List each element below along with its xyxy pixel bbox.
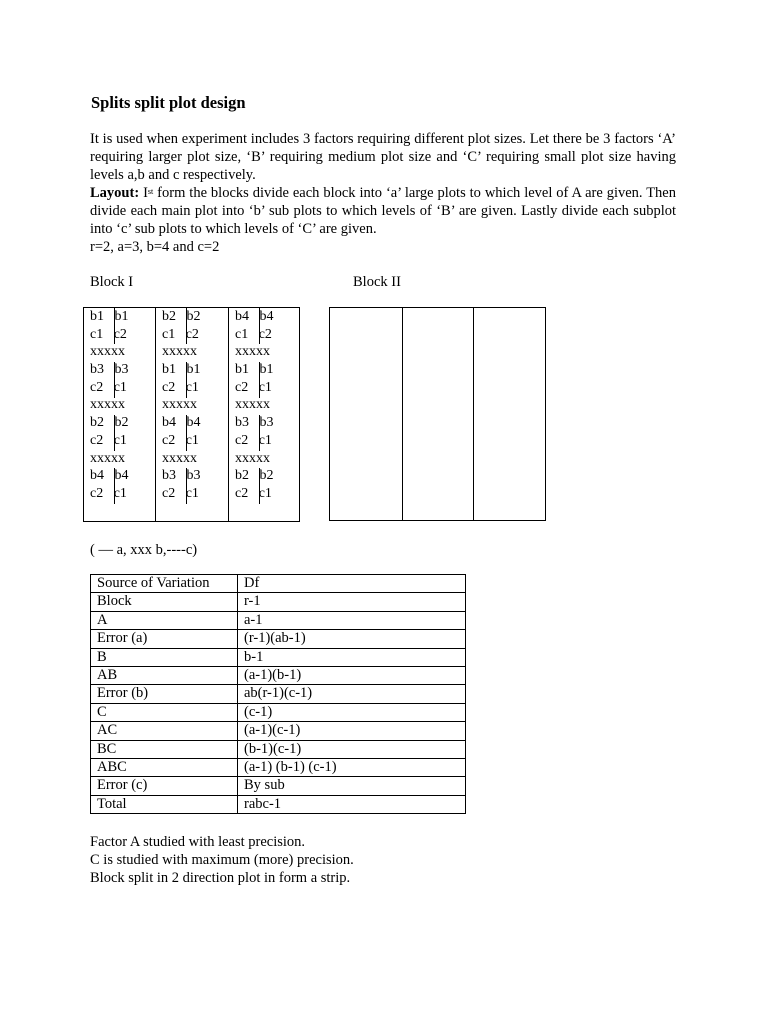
plot-cell: xxxxx: [90, 450, 125, 466]
plot-cell: xxxxx: [162, 450, 197, 466]
header-source: Source of Variation: [91, 575, 238, 593]
parameters-line: r=2, a=3, b=4 and c=2: [90, 239, 220, 255]
block1-main-plot-1: [84, 308, 156, 521]
sub-plot-divider: [259, 362, 260, 398]
df-cell: (c-1): [238, 703, 466, 721]
table-row: [91, 722, 466, 740]
plot-cell: b3 b3: [235, 415, 274, 431]
source-cell: Error (a): [91, 630, 238, 648]
block2-main-plot-3: [474, 308, 547, 520]
plot-cell: xxxxx: [162, 397, 197, 413]
source-cell: BC: [91, 740, 238, 758]
anova-table: [90, 574, 466, 814]
block2-grid: [329, 307, 546, 521]
sub-plot-divider: [259, 308, 260, 344]
df-cell: By sub: [238, 777, 466, 795]
plot-cell: b1 b1: [162, 362, 201, 378]
table-row: [91, 703, 466, 721]
source-cell: AC: [91, 722, 238, 740]
table-row: [91, 685, 466, 703]
sub-plot-divider: [186, 415, 187, 451]
layout-ordinal-sup: st: [147, 187, 154, 196]
page-title: Splits split plot design: [91, 93, 246, 112]
note-line: C is studied with maximum (more) precision.: [90, 852, 354, 868]
df-cell: (r-1)(ab-1): [238, 630, 466, 648]
source-cell: B: [91, 648, 238, 666]
source-cell: Error (c): [91, 777, 238, 795]
table-row: [91, 630, 466, 648]
plot-cell: c2 c1: [235, 379, 272, 395]
plot-cell: b2 b2: [235, 468, 274, 484]
block2-main-plot-2: [403, 308, 474, 520]
source-cell: A: [91, 611, 238, 629]
block1-label: Block I: [90, 274, 134, 290]
plot-cell: b1 b1: [235, 362, 274, 378]
plot-cell: c2 c1: [162, 379, 199, 395]
table-row: [91, 593, 466, 611]
layout-text: form the blocks divide each block into ‘a’ large plots to which level of A are given. Then divide each main plot into ‘b’ sub plots to which levels of ‘B’ are given. Lastly divide each subplot into ‘c’ sub plots to which levels of ‘C’ are given.: [90, 185, 676, 237]
layout-label: Layout:: [90, 185, 140, 201]
intro-paragraph: It is used when experiment includes 3 factors requiring different plot sizes. Let there be 3 factors ‘A’ requiring larger plot size, ‘B’ requiring medium plot size and ‘C’ requiring small plot size having levels a,b and c respectively.: [90, 131, 676, 183]
block1-main-plot-2: [156, 308, 229, 521]
df-cell: r-1: [238, 593, 466, 611]
sub-plot-divider: [114, 308, 115, 344]
plot-cell: c2 c1: [235, 432, 272, 448]
sub-plot-divider: [186, 362, 187, 398]
table-row: [91, 758, 466, 776]
plot-cell: b4 b4: [162, 415, 201, 431]
plot-cell: c2 c1: [235, 485, 272, 501]
block2-label: Block II: [353, 274, 401, 290]
plot-cell: c2 c1: [162, 432, 199, 448]
sub-plot-divider: [114, 468, 115, 504]
sub-plot-divider: [186, 468, 187, 504]
plot-cell: b3 b3: [162, 468, 201, 484]
table-row: [91, 795, 466, 813]
plot-cell: c1 c2: [162, 326, 199, 342]
plot-cell: b2 b2: [90, 415, 129, 431]
table-row: [91, 777, 466, 795]
plot-cell: b3 b3: [90, 362, 129, 378]
plot-cell: xxxxx: [235, 397, 270, 413]
block1-plot3-cells: [235, 308, 274, 503]
table-header-row: [91, 575, 466, 593]
table-row: [91, 666, 466, 684]
sub-plot-divider: [259, 415, 260, 451]
table-row: [91, 648, 466, 666]
block1-plot1-cells: [90, 308, 129, 503]
legend-line: ( — a, xxx b,----c): [90, 542, 198, 558]
plot-cell: b2 b2: [162, 309, 201, 324]
df-cell: (a-1)(c-1): [238, 722, 466, 740]
sub-plot-divider: [114, 415, 115, 451]
df-cell: a-1: [238, 611, 466, 629]
sub-plot-divider: [114, 362, 115, 398]
plot-cell: c2 c1: [162, 485, 199, 501]
plot-cell: xxxxx: [235, 344, 270, 360]
note-line: Block split in 2 direction plot in form a strip.: [90, 870, 351, 886]
plot-cell: c2 c1: [90, 432, 127, 448]
layout-paragraph: [90, 184, 676, 238]
plot-cell: c1 c2: [235, 326, 272, 342]
table-row: [91, 611, 466, 629]
df-cell: (b-1)(c-1): [238, 740, 466, 758]
plot-cell: xxxxx: [235, 450, 270, 466]
block1-main-plot-3: [229, 308, 301, 521]
sub-plot-divider: [259, 468, 260, 504]
block1-grid: [83, 307, 300, 522]
df-cell: rabc-1: [238, 795, 466, 813]
plot-cell: b4 b4: [235, 309, 274, 324]
plot-cell: xxxxx: [162, 344, 197, 360]
source-cell: AB: [91, 666, 238, 684]
source-cell: C: [91, 703, 238, 721]
sub-plot-divider: [186, 308, 187, 344]
plot-cell: xxxxx: [90, 344, 125, 360]
block2-main-plot-1: [330, 308, 403, 520]
df-cell: b-1: [238, 648, 466, 666]
source-cell: Error (b): [91, 685, 238, 703]
source-cell: Block: [91, 593, 238, 611]
plot-cell: c1 c2: [90, 326, 127, 342]
block1-plot2-cells: [162, 308, 201, 503]
df-cell: ab(r-1)(c-1): [238, 685, 466, 703]
plot-cell: b4 b4: [90, 468, 129, 484]
source-cell: ABC: [91, 758, 238, 776]
layout-ordinal: I: [143, 185, 148, 201]
plot-cell: xxxxx: [90, 397, 125, 413]
df-cell: (a-1) (b-1) (c-1): [238, 758, 466, 776]
note-line: Factor A studied with least precision.: [90, 834, 306, 850]
header-df: Df: [238, 575, 466, 593]
table-row: [91, 740, 466, 758]
plot-cell: b1 b1: [90, 309, 129, 324]
df-cell: (a-1)(b-1): [238, 666, 466, 684]
plot-cell: c2 c1: [90, 379, 127, 395]
plot-cell: c2 c1: [90, 485, 127, 501]
source-cell: Total: [91, 795, 238, 813]
